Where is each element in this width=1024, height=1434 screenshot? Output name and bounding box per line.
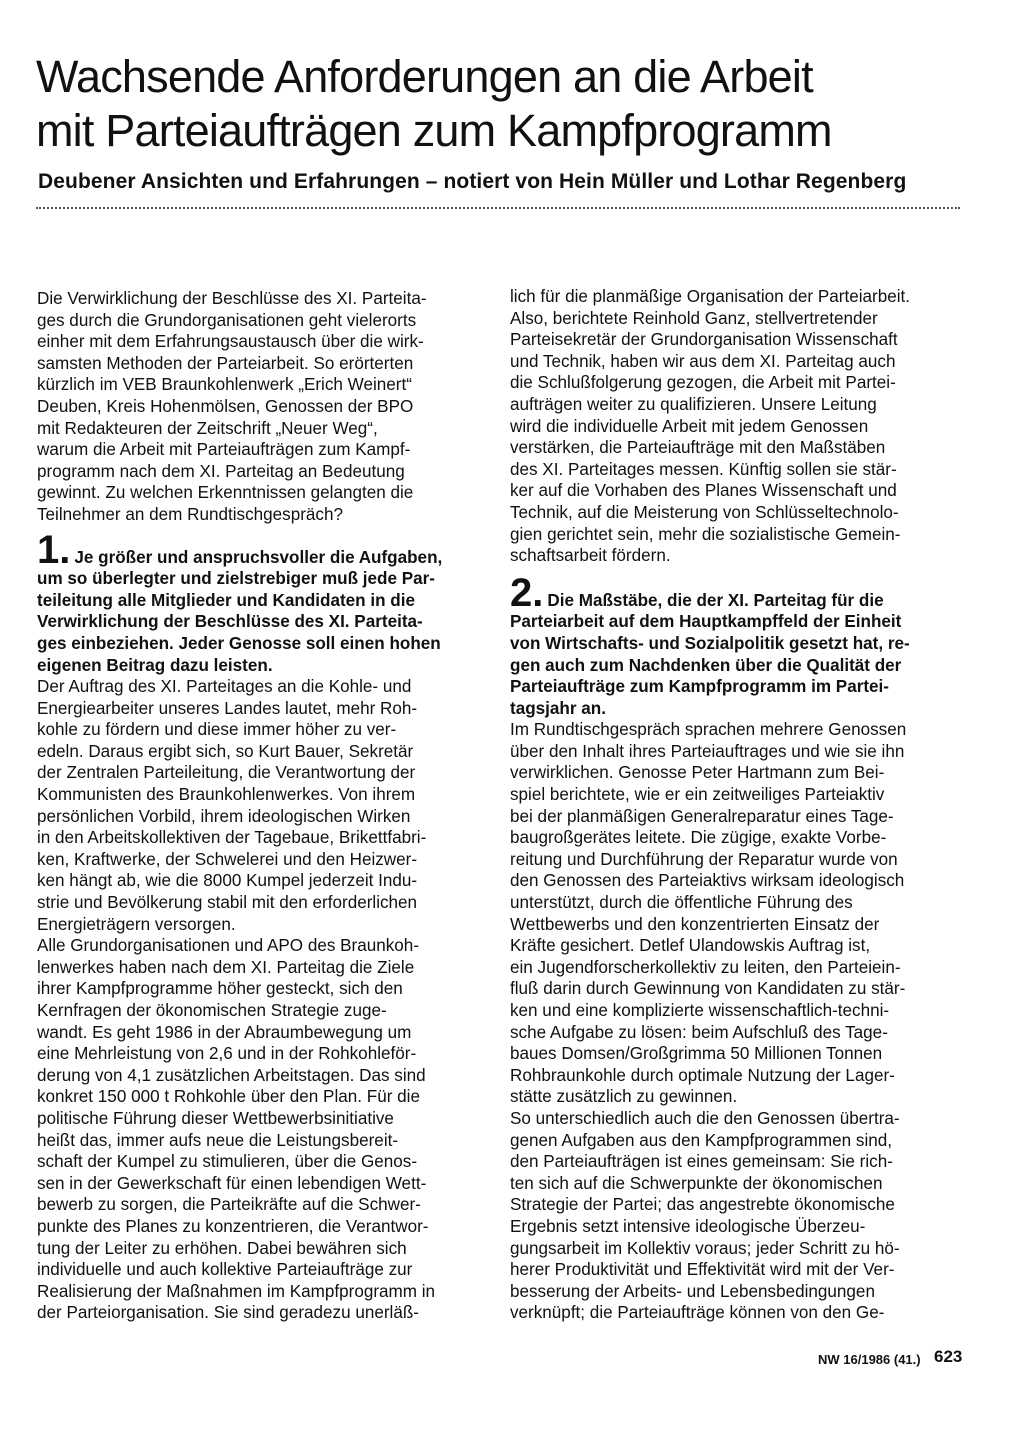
text-line: besserung der Arbeits- und Lebensbedingungen — [510, 1281, 875, 1301]
text-line: Realisierung der Maßnahmen im Kampfprogramm in — [37, 1281, 436, 1301]
article-subtitle: Deubener Ansichten und Erfahrungen – notiert von Hein Müller und Lothar Regenberg — [38, 170, 907, 193]
text-line: konkret 150 000 t Rohkohle über den Plan. Für die — [37, 1087, 420, 1107]
page-number: 623 — [934, 1347, 963, 1366]
text-line: die Schlußfolgerung gezogen, die Arbeit mit Partei- — [510, 373, 896, 393]
text-line: heißt das, immer aufs neue die Leistungsbereit- — [37, 1130, 399, 1150]
text-line: einher mit dem Erfahrungsaustausch über die wirk- — [37, 332, 424, 352]
text-line: Kernfragen der ökonomischen Strategie zuge- — [37, 1001, 387, 1020]
text-line: Also, berichtete Reinhold Ganz, stellvertretender — [510, 308, 878, 328]
section-2-number: 2. — [510, 570, 544, 615]
issue-reference: NW 16/1986 (41.) — [818, 1352, 921, 1367]
text-line: Deuben, Kreis Hohenmölsen, Genossen der BPO — [37, 396, 414, 416]
text-line: des XI. Parteitages messen. Künftig sollen sie stär- — [510, 459, 897, 479]
text-line: Parteiaufträge zum Kampfprogramm im Partei- — [510, 677, 890, 697]
text-line: von Wirtschafts- und Sozialpolitik gesetzt hat, re- — [510, 633, 910, 653]
text-line: sen in der Gewerkschaft für einen lebendigen Wett- — [37, 1173, 427, 1193]
text-line: tagsjahr an. — [510, 698, 606, 718]
text-line: ken hängt ab, wie die 8000 Kumpel jederzeit Indu- — [37, 871, 418, 891]
text-line: eigenen Beitrag dazu leisten. — [37, 655, 273, 675]
text-line: lich für die planmäßige Organisation der Parteiarbeit. — [510, 287, 911, 306]
text-line: ker auf die Vorhaben des Planes Wissenschaft und — [510, 481, 897, 501]
text-line: ihrer Kampfprogramme höher gesteckt, sich den — [37, 979, 403, 999]
text-line: persönlichen Vorbild, ihrem ideologischen Wirken — [37, 806, 411, 826]
text-line: Energieträgern versorgen. — [37, 914, 236, 934]
text-line: und Technik, haben wir aus dem XI. Parteitag auch — [510, 351, 896, 371]
text-line: wird die individuelle Arbeit mit jedem Genossen — [510, 416, 869, 436]
header-divider — [36, 207, 960, 209]
text-line: verstärken, die Parteiaufträge mit den Maßstäben — [510, 438, 886, 458]
text-line: teileitung alle Mitglieder und Kandidaten in die — [37, 590, 415, 610]
text-line: Teilnehmer an dem Rundtischgespräch? — [37, 504, 343, 524]
text-line: baugroßgerätes leitete. Die zügige, exakte Vorbe- — [510, 828, 887, 848]
text-line: ten sich auf die Schwerpunkte der ökonomischen — [510, 1173, 883, 1193]
text-line: um so überlegter und zielstrebiger muß jede Par- — [37, 569, 435, 589]
text-line: derung von 4,1 zusätzlichen Arbeitstagen. Das sind — [37, 1065, 426, 1085]
section-1-heading-line: Je größer und anspruchsvoller die Aufgaben, — [74, 547, 443, 567]
text-line: gien gerichtet sein, mehr die sozialistische Gemein- — [510, 524, 901, 544]
text-line: der Parteiorganisation. Sie sind geradezu unerläß- — [37, 1303, 419, 1323]
text-line: warum die Arbeit mit Parteiaufträgen zum Kampf- — [37, 440, 411, 460]
text-line: verknüpft; die Parteiaufträge können von den Ge- — [510, 1303, 885, 1323]
text-line: Strategie der Partei; das angestrebte ökonomische — [510, 1195, 895, 1215]
text-line: politische Führung dieser Wettbewerbsinitiative — [37, 1108, 394, 1128]
text-line: tung der Leiter zu erhöhen. Dabei bewähren sich — [37, 1238, 407, 1258]
text-line: Rohbraunkohle durch optimale Nutzung der Lager- — [510, 1065, 895, 1085]
text-line: strie und Bevölkerung stabil mit den erforderlichen — [37, 893, 418, 913]
text-line: gen auch zum Nachdenken über die Qualität der — [510, 655, 902, 675]
text-line: Ergebnis setzt intensive ideologische Überzeu- — [510, 1216, 866, 1236]
text-line: Alle Grundorganisationen und APO des Braunkoh- — [37, 936, 420, 956]
text-line: ein Jugendforscherkollektiv zu leiten, den Parteiein- — [510, 957, 901, 977]
text-line: in den Arbeitskollektiven der Tagebaue, Brikettfabri- — [37, 828, 427, 848]
text-line: bei der planmäßigen Generalreparatur eines Tage- — [510, 806, 894, 826]
text-line: edeln. Daraus ergibt sich, so Kurt Bauer, Sekretär — [37, 741, 414, 761]
text-line: ken und eine komplizierte wissenschaftlich-techni- — [510, 1001, 890, 1020]
text-line: Kräfte gesichert. Detlef Ulandowskis Auftrag ist, — [510, 936, 871, 956]
section-2-body — [510, 719, 970, 1324]
text-line: bewerb zu sorgen, die Parteikräfte auf die Schwer- — [37, 1195, 421, 1215]
text-line: Energiearbeiter unseres Landes lautet, mehr Roh- — [37, 698, 418, 718]
text-line: Parteisekretär der Grundorganisation Wissenschaft — [510, 330, 898, 350]
section-2-heading-line: Die Maßstäbe, die der XI. Parteitag für die — [547, 590, 884, 610]
section-1-heading — [37, 527, 497, 677]
text-line: fluß darin durch Gewinnung von Kandidaten zu stär- — [510, 979, 906, 999]
text-line: Der Auftrag des XI. Parteitages an die Kohle- und — [37, 677, 412, 697]
text-line: Wettbewerbs und den konzentrierten Einsatz der — [510, 914, 880, 934]
text-line: herer Produktivität und Effektivität wird mit der Ver- — [510, 1260, 895, 1280]
text-line: den Genossen des Parteiaktivs wirksam ideologisch — [510, 871, 905, 891]
text-line: Im Rundtischgespräch sprachen mehrere Genossen — [510, 720, 907, 740]
text-line: Technik, auf die Meisterung von Schlüsseltechnolo- — [510, 502, 899, 522]
text-line: ges einbeziehen. Jeder Genosse soll einen hohen — [37, 633, 441, 653]
text-line: unterstützt, durch die öffentliche Führung des — [510, 893, 853, 913]
text-line: So unterschiedlich auch die den Genossen übertra- — [510, 1108, 900, 1128]
text-line: reitung und Durchführung der Reparatur wurde von — [510, 849, 898, 869]
section-2-heading — [510, 570, 970, 720]
text-line: den Parteiaufträgen ist eines gemeinsam: Sie rich- — [510, 1152, 893, 1172]
text-line: Die Verwirklichung der Beschlüsse des XI. Parteita- — [37, 289, 427, 308]
text-line: Parteiarbeit auf dem Hauptkampffeld der Einheit — [510, 612, 902, 632]
title-line-1: Wachsende Anforderungen an die Arbeit — [36, 51, 813, 102]
text-line: spiel berichtete, wie er ein zeitweiliges Parteiaktiv — [510, 785, 885, 805]
intro-paragraph — [37, 288, 497, 526]
text-line: genen Aufgaben aus den Kampfprogrammen sind, — [510, 1130, 893, 1150]
section-1-body — [37, 676, 497, 1324]
text-line: gungsarbeit im Kollektiv voraus; jeder Schritt zu hö- — [510, 1238, 900, 1258]
text-line: Verwirklichung der Beschlüsse des XI. Parteita- — [37, 612, 423, 632]
text-line: Kommunisten des Braunkohlenwerkes. Von ihrem — [37, 785, 416, 805]
text-line: aufträgen weiter zu qualifizieren. Unsere Leitung — [510, 394, 877, 414]
text-line: samsten Methoden der Parteiarbeit. So erörterten — [37, 353, 414, 373]
text-line: kürzlich im VEB Braunkohlenwerk „Erich Weinert“ — [37, 375, 412, 395]
text-line: individuelle und auch kollektive Parteiaufträge zur — [37, 1260, 413, 1280]
text-line: mit Redakteuren der Zeitschrift „Neuer Weg“, — [37, 418, 378, 438]
text-line: gewinnt. Zu welchen Erkenntnissen gelangten die — [37, 483, 414, 503]
text-line: verwirklichen. Genosse Peter Hartmann zum Bei- — [510, 763, 885, 783]
text-line: baues Domsen/Großgrimma 50 Millionen Tonnen — [510, 1044, 883, 1064]
text-line: lenwerkes haben nach dem XI. Parteitag die Ziele — [37, 957, 415, 977]
text-line: programm nach dem XI. Parteitag an Bedeutung — [37, 461, 405, 481]
text-line: kohle zu fördern und diese immer höher zu ver- — [37, 720, 397, 740]
text-line: schaft der Kumpel zu stimulieren, über die Genos- — [37, 1152, 418, 1172]
text-line: ken, Kraftwerke, der Schwelerei und den Heizwer- — [37, 849, 418, 869]
section-1-number: 1. — [37, 527, 71, 572]
text-line: über den Inhalt ihres Parteiauftrages und wie sie ihn — [510, 741, 905, 761]
text-line: schaftsarbeit fördern. — [510, 546, 671, 566]
right-column — [510, 286, 970, 1324]
text-line: punkte des Planes zu konzentrieren, die Verantwor- — [37, 1216, 429, 1236]
text-line: eine Mehrleistung von 2,6 und in der Rohkohleför- — [37, 1044, 417, 1064]
title-line-2: mit Parteiaufträgen zum Kampfprogramm — [36, 105, 832, 156]
text-line: sche Aufgabe zu lösen: beim Aufschluß des Tage- — [510, 1022, 888, 1042]
left-column — [37, 288, 497, 1324]
continued-paragraph — [510, 286, 970, 567]
text-line: ges durch die Grundorganisationen geht vielerorts — [37, 310, 417, 330]
article-title — [36, 50, 996, 158]
text-line: wandt. Es geht 1986 in der Abraumbewegung um — [37, 1022, 412, 1042]
text-line: der Zentralen Parteileitung, die Verantwortung der — [37, 763, 416, 783]
text-line: stätte zusätzlich zu gewinnen. — [510, 1087, 738, 1107]
